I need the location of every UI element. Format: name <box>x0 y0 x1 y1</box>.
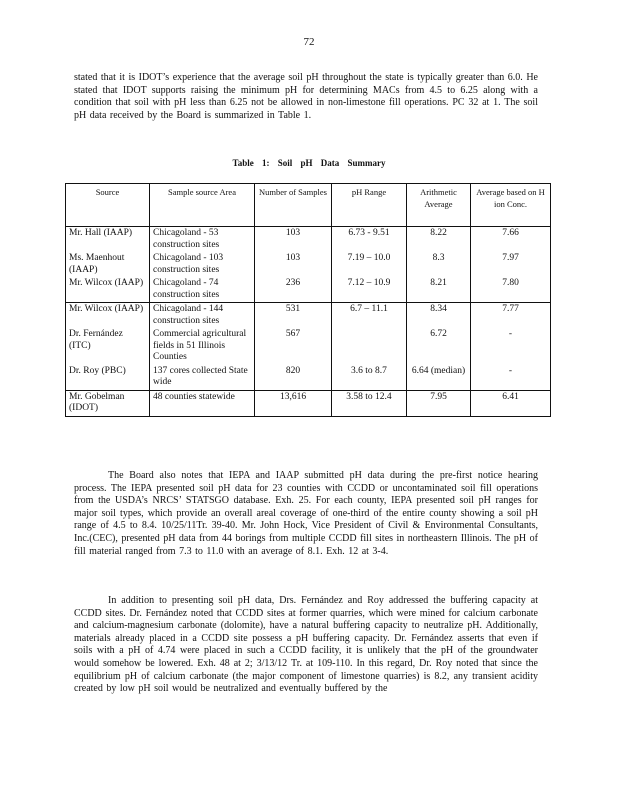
header-sample-area: Sample source Area <box>150 184 255 227</box>
cell-source: Mr. Wilcox (IAAP) <box>66 303 150 329</box>
cell-source: Dr. Roy (PBC) <box>66 365 150 391</box>
table-row <box>66 328 551 365</box>
cell-hconc: 7.77 <box>471 303 551 329</box>
cell-samples: 236 <box>255 277 332 303</box>
header-h-ion-average: Average based on H ion Conc. <box>471 184 551 227</box>
cell-hconc: - <box>471 328 551 365</box>
cell-source: Dr. Fernández (ITC) <box>66 328 150 365</box>
cell-samples: 820 <box>255 365 332 391</box>
cell-hconc: - <box>471 365 551 391</box>
cell-source: Mr. Wilcox (IAAP) <box>66 277 150 303</box>
header-arithmetic-average: Arithmetic Average <box>407 184 471 227</box>
header-ph-range: pH Range <box>332 184 407 227</box>
cell-arith: 8.34 <box>407 303 471 329</box>
cell-samples: 567 <box>255 328 332 365</box>
paragraph-board-notes: The Board also notes that IEPA and IAAP submitted pH data during the pre-first notice hearing process. The IEPA presented soil pH data for 23 counties with CCDD or uncontaminated soil fill operations from the USDA’s NRCS’ STATSGO database. Exh. 25. For each county, IEPA presented soil pH ranges for major soil types, which provide an overall areal coverage of one-third of the entire county showing a soil pH range of 4.5 to 8.4. 10/25/11Tr. 39-40. Mr. John Hock, Vice President of Civil & Environmental Consultants, Inc.(CEC), presented pH data from 44 borings from multiple CCDD fill sites in northeastern Illinois. The pH of fill material ranged from 7.3 to 11.0 with an average of 8.1. Exh. 12 at 3-4. <box>74 470 538 557</box>
cell-samples: 103 <box>255 227 332 253</box>
cell-hconc: 7.80 <box>471 277 551 303</box>
header-number-samples: Number of Samples <box>255 184 332 227</box>
header-source: Source <box>66 184 150 227</box>
table-header-row <box>66 184 551 227</box>
page-number: 72 <box>303 36 315 48</box>
cell-range: 6.73 - 9.51 <box>332 227 407 253</box>
table-row <box>66 277 551 303</box>
cell-range: 7.19 – 10.0 <box>332 252 407 277</box>
table-row <box>66 303 551 329</box>
cell-arith: 6.72 <box>407 328 471 365</box>
cell-samples: 103 <box>255 252 332 277</box>
cell-hconc: 6.41 <box>471 390 551 416</box>
cell-source: Mr. Gobelman (IDOT) <box>66 390 150 416</box>
cell-samples: 13,616 <box>255 390 332 416</box>
table-row <box>66 390 551 416</box>
cell-area: Chicagoland - 53 construction sites <box>150 227 255 253</box>
cell-hconc: 7.97 <box>471 252 551 277</box>
cell-area: 137 cores collected State wide <box>150 365 255 391</box>
cell-area: Chicagoland - 74 construction sites <box>150 277 255 303</box>
cell-range: 3.58 to 12.4 <box>332 390 407 416</box>
table-row <box>66 252 551 277</box>
cell-area: Commercial agricultural fields in 51 Illinois Counties <box>150 328 255 365</box>
table-row <box>66 365 551 391</box>
table-caption: Table 1: Soil pH Data Summary <box>232 158 386 168</box>
paragraph-buffering: In addition to presenting soil pH data, Drs. Fernández and Roy addressed the buffering capacity at CCDD sites. Dr. Fernández noted that CCDD sites at former quarries, which were mined for calcium carbonate and calcium-magnesium carbonate (dolomite), have a natural buffering capacity to neutralize pH. Additionally, materials already placed in a CCDD site possess a pH buffering capacity. Dr. Fernández asserts that even if soils with a pH of 4.74 were placed in such a CCDD facility, it is unlikely that the pH of the groundwater would somehow be lowered. Exh. 48 at 2; 3/13/12 Tr. at 109-110. In this regard, Dr. Roy noted that since the equilibrium pH of calcium carbonate (the major component of limestone quarries) is 8.2, any transient acidity created by low pH soil would be neutralized and eventually buffered by the <box>74 595 538 695</box>
table-row <box>66 227 551 253</box>
paragraph-intro: stated that it is IDOT’s experience that the average soil pH throughout the state is typically greater than 6.0. He stated that IDOT supports raising the minimum pH for determining MACs from 4.5 to 6.25 along with a condition that soil with pH less than 6.25 not be allowed in non-limestone fill operations. PC 32 at 1. The soil pH data received by the Board is summarized in Table 1. <box>74 72 538 121</box>
cell-samples: 531 <box>255 303 332 329</box>
cell-area: Chicagoland - 144 construction sites <box>150 303 255 329</box>
cell-arith: 6.64 (median) <box>407 365 471 391</box>
cell-range: 3.6 to 8.7 <box>332 365 407 391</box>
cell-arith: 8.22 <box>407 227 471 253</box>
cell-source: Ms. Maenhout (IAAP) <box>66 252 150 277</box>
cell-range: 7.12 – 10.9 <box>332 277 407 303</box>
cell-range <box>332 328 407 365</box>
cell-source: Mr. Hall (IAAP) <box>66 227 150 253</box>
cell-arith: 8.21 <box>407 277 471 303</box>
ph-summary-table <box>65 183 551 417</box>
cell-area: Chicagoland - 103 construction sites <box>150 252 255 277</box>
cell-area: 48 counties statewide <box>150 390 255 416</box>
cell-range: 6.7 – 11.1 <box>332 303 407 329</box>
cell-arith: 8.3 <box>407 252 471 277</box>
cell-arith: 7.95 <box>407 390 471 416</box>
cell-hconc: 7.66 <box>471 227 551 253</box>
